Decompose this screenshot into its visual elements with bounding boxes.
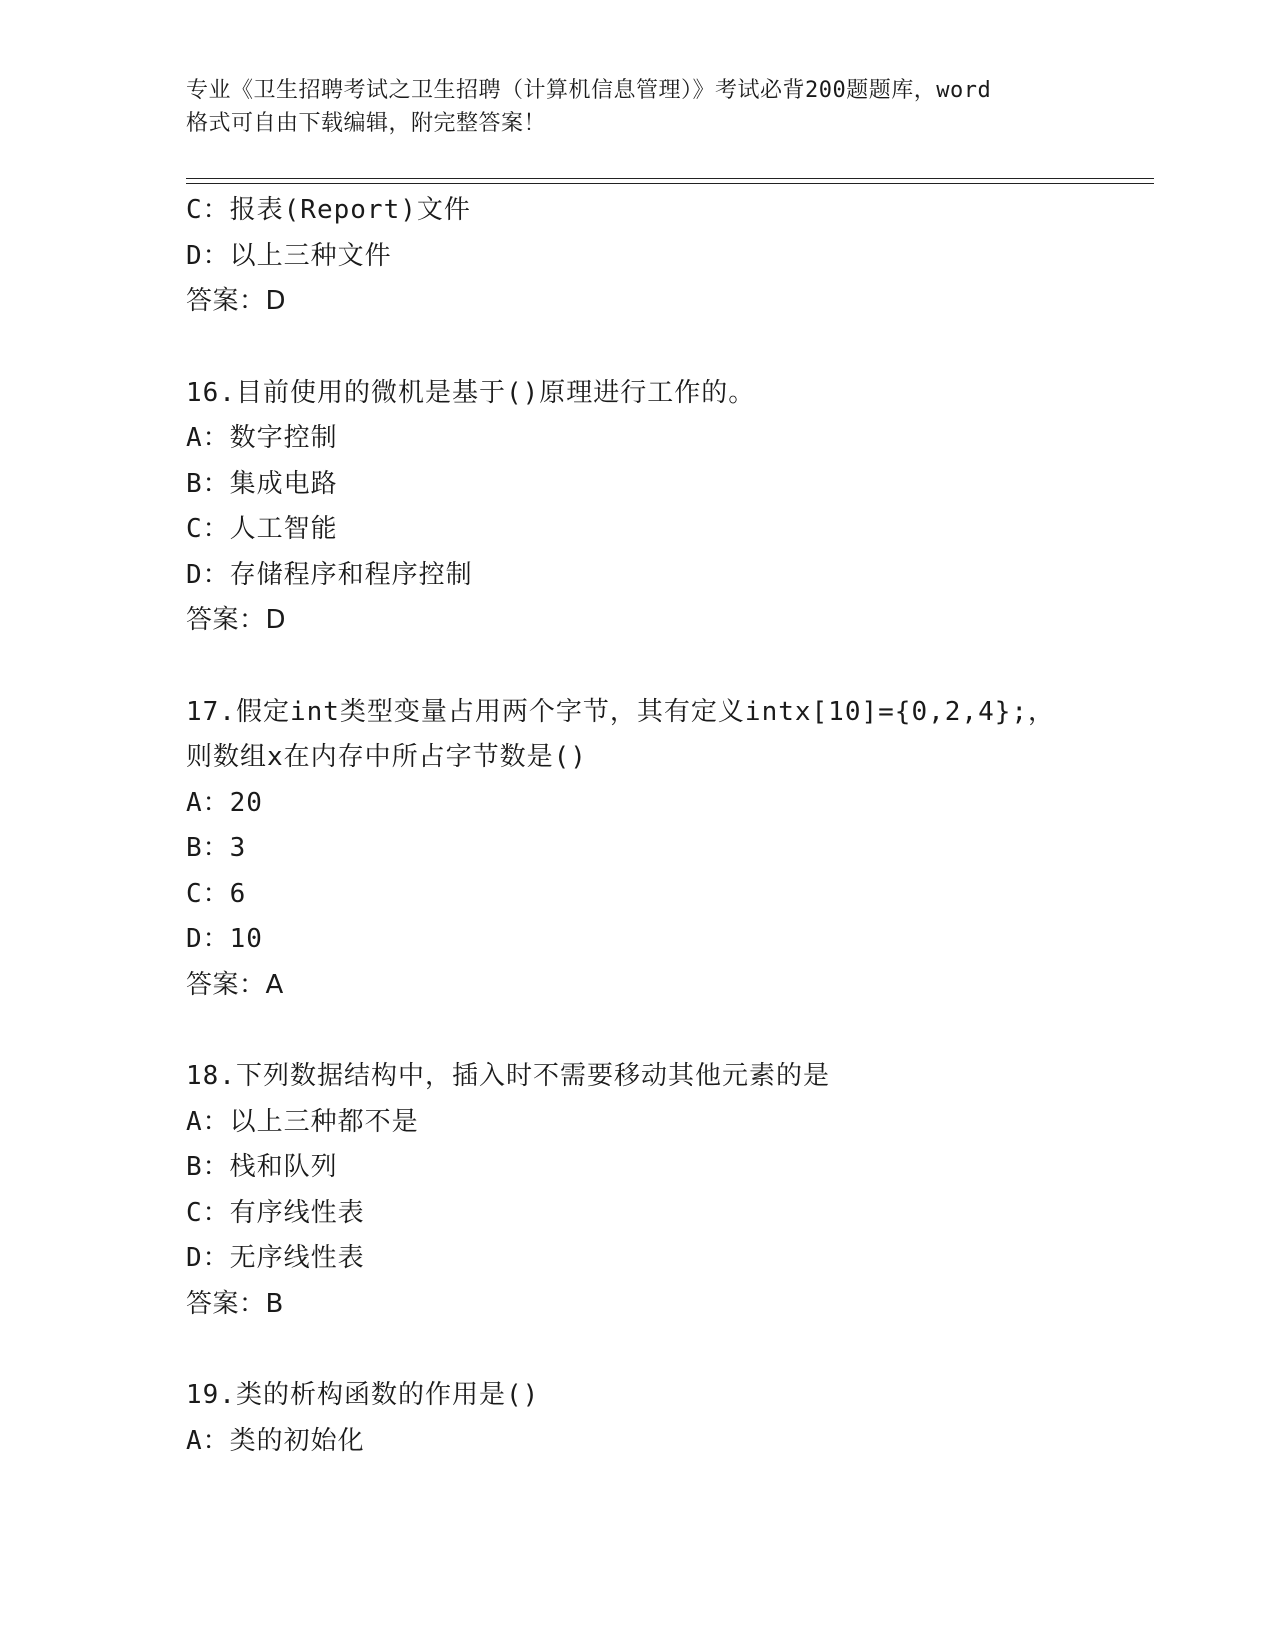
spacer <box>186 325 1154 371</box>
question-list <box>186 188 1154 1464</box>
question-stem-continued: 则数组x在内存中所占字节数是() <box>186 742 587 772</box>
option-d: D：10 <box>186 924 263 954</box>
header-line-2: 格式可自由下载编辑，附完整答案！ <box>186 111 547 136</box>
option-c: C：有序线性表 <box>186 1197 365 1228</box>
spacer <box>186 1327 1154 1373</box>
option-a: A：以上三种都不是 <box>186 1106 419 1137</box>
header-line-1: 专业《卫生招聘考试之卫生招聘（计算机信息管理）》考试必背200题题库，word <box>186 78 992 103</box>
option-a: A：20 <box>186 787 263 818</box>
option-c: C：报表(Report)文件 <box>186 195 471 225</box>
document-header <box>186 74 1086 140</box>
option-a: A：数字控制 <box>186 423 338 453</box>
answer-line: 答案：D <box>186 286 287 316</box>
option-b: B：集成电路 <box>186 468 338 499</box>
spacer <box>186 644 1154 690</box>
option-b: B：栈和队列 <box>186 1152 338 1182</box>
option-d: D：以上三种文件 <box>186 240 392 271</box>
answer-line: 答案：D <box>186 605 287 635</box>
option-d: D：无序线性表 <box>186 1243 365 1273</box>
question-stem: 17.假定int类型变量占用两个字节，其有定义intx[10]={0,2,4};， <box>186 696 1056 727</box>
question-stem: 19.类的析构函数的作用是() <box>186 1380 540 1410</box>
answer-line: 答案：A <box>186 969 284 1000</box>
answer-line: 答案：B <box>186 1288 284 1319</box>
option-c: C：人工智能 <box>186 514 338 544</box>
option-d: D：存储程序和程序控制 <box>186 559 473 590</box>
question-stem: 16.目前使用的微机是基于()原理进行工作的。 <box>186 377 756 408</box>
spacer <box>186 1008 1154 1054</box>
header-divider-bottom <box>186 183 1154 184</box>
option-a: A：类的初始化 <box>186 1425 365 1456</box>
question-stem: 18.下列数据结构中，插入时不需要移动其他元素的是 <box>186 1061 830 1091</box>
option-c: C：6 <box>186 878 247 909</box>
option-b: B：3 <box>186 833 247 863</box>
header-divider-top <box>186 178 1154 179</box>
